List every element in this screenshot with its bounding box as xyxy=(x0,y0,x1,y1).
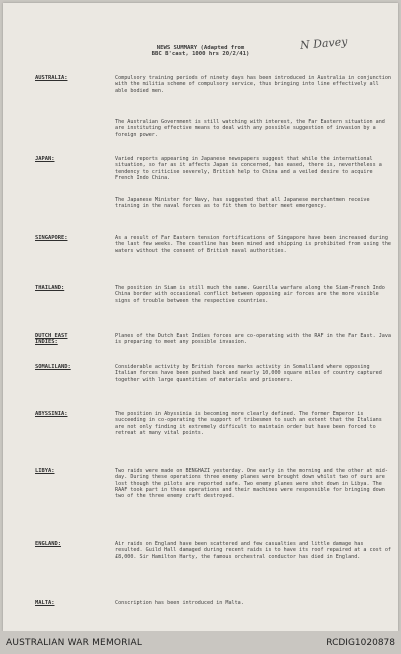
section-label-england: ENGLAND: xyxy=(35,541,61,547)
section-paragraph: Conscription has been introduced in Malta. xyxy=(115,600,244,606)
footer-institution: AUSTRALIAN WAR MEMORIAL xyxy=(6,638,143,648)
section-label-singapore: SINGAPORE: xyxy=(35,235,68,241)
section-paragraph: The Australian Government is still watching with interest, the Far Eastern situation and are instituting effective means to deal with any possible suggestion of invasion by a foreign power. xyxy=(115,119,385,138)
section-paragraph: Two raids were made on BENGHAZI yesterday. One early in the morning and the other at mid-day. During these operations three enemy planes were brought down whilst two of ours are lost though the pilots are reported safe. Two enemy planes were shot down in Libya. The RAAF took part in these operations and their machines were responsible for bringing down two of the three enemy craft destroyed. xyxy=(115,468,388,500)
handwritten-note: N Davey xyxy=(299,34,348,53)
section-label-thailand: THAILAND: xyxy=(35,285,65,291)
section-label-somaliland: SOMALILAND: xyxy=(35,364,71,370)
section-paragraph: The Japanese Minister for Navy, has suggested that all Japanese merchantmen receive training in the naval forces as to fit them to better meet emergency. xyxy=(115,197,370,210)
header-line-1: NEWS SUMMARY (Adapted from xyxy=(156,45,245,51)
header-line-2: BBC B'cast, 1000 hrs 20/2/41) xyxy=(151,51,250,58)
section-paragraph: Air raids on England have been scattered and few casualties and little damage has resulted. Guild Hall damaged during recent raids is to have its roof repaired at a cost of £8,000. Sir Hamilton Harty, the famous orchestral conductor has died in England. xyxy=(115,541,392,560)
section-paragraph: Considerable activity by British forces marks activity in Somaliland where opposing Italian forces have been pushed back and nearly 10,000 square miles of country captured together with large quantities of materials and prisoners. xyxy=(115,364,382,383)
document-page xyxy=(3,3,398,631)
section-paragraph: Planes of the Dutch East Indies forces are co-operating with the RAF in the Far East. Java is preparing to meet any possible invasion. xyxy=(115,333,392,346)
section-label-australia: AUSTRALIA: xyxy=(35,75,68,81)
section-label-malta: MALTA: xyxy=(35,600,55,606)
footer-record-id: RCDIG1020878 xyxy=(326,638,395,648)
section-label-libya: LIBYA: xyxy=(35,468,55,474)
section-label-japan: JAPAN: xyxy=(35,156,55,162)
section-paragraph: The position in Siam is still much the same. Guerilla warfare along the Siam-French Indo China border with occasional conflict between opposing air forces are the more visible signs of trouble between the respective countries. xyxy=(115,285,385,304)
section-label-abyssinia: ABYSSINIA: xyxy=(35,411,68,417)
section-paragraph: The position in Abyssinia is becoming more clearly defined. The former Emperor is succeeding in co-operating the support of tribesmen to such an extent that the Italians are not only finding it extremely difficult to maintain order but have been forced to retreat at many vital points. xyxy=(115,411,382,436)
section-paragraph: As a result of Far Eastern tension fortifications of Singapore have been increased during the last few weeks. The coastline has been mined and shipping is prohibited from using the waters without the consent of British naval authorities. xyxy=(115,235,392,254)
section-label-dutch-east-indies: DUTCH EAST INDIES: xyxy=(35,333,68,346)
section-paragraph: Varied reports appearing in Japanese newspapers suggest that while the international situation, so far as it affects Japan is concerned, has eased, there is, nevertheless a tendency to criticise severely, British help to China and a veiled desire to acquire French Indo China. xyxy=(115,156,382,181)
section-paragraph: Compulsory training periods of ninety days has been introduced in Australia in conjunction with the militia scheme of compulsory service, thus bringing into line effectively all able bodied men. xyxy=(115,75,392,94)
archive-footer xyxy=(0,631,401,654)
